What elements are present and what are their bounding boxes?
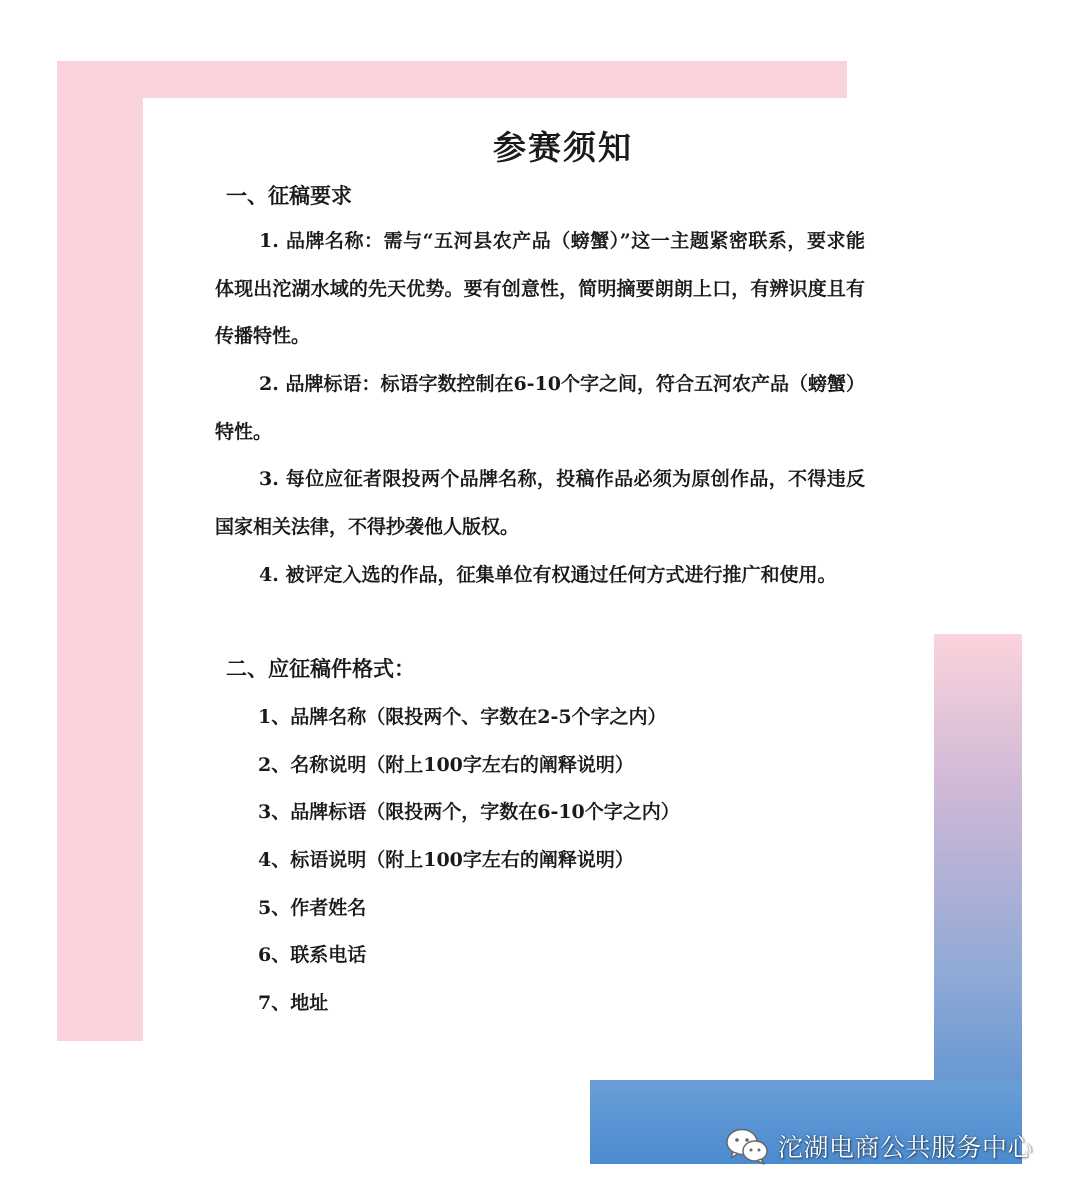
watermark-text: 沱湖电商公共服务中心 (778, 1133, 1034, 1162)
format-item-7: 7、地址 (258, 992, 329, 1014)
format-item-3: 3、品牌标语（限投两个，字数在6-10个字之内） (258, 801, 680, 823)
format-item-4: 4、标语说明（附上100字左右的阐释说明） (258, 849, 634, 871)
requirement-paragraph-4: 4. 被评定入选的作品，征集单位有权通过任何方式进行推广和使用。 (259, 564, 837, 586)
section-heading-requirements: 一、征稿要求 (226, 183, 352, 208)
requirement-paragraph-3: 3. 每位应征者限投两个品牌名称，投稿作品必须为原创作品，不得违反国家相关法律，不得抄袭他人版权。 (215, 468, 865, 538)
format-item-2: 2、名称说明（附上100字左右的阐释说明） (258, 754, 634, 776)
watermark (724, 1124, 1033, 1168)
requirement-paragraph-2: 2. 品牌标语：标语字数控制在6-10个字之间，符合五河农产品（螃蟹）特性。 (215, 373, 865, 443)
format-item-1: 1、品牌名称（限投两个、字数在2-5个字之内） (258, 706, 667, 728)
format-item-5: 5、作者姓名 (258, 897, 367, 919)
wechat-icon (724, 1126, 770, 1166)
page-title: 参赛须知 (493, 128, 633, 167)
requirement-paragraph-1: 1. 品牌名称：需与“五河县农产品（螃蟹）”这一主题紧密联系，要求能体现出沱湖水域的先天优势。要有创意性，简明摘要朗朗上口，有辨识度且有传播特性。 (215, 230, 865, 347)
section-heading-format: 二、应征稿件格式： (226, 656, 415, 681)
format-item-6: 6、联系电话 (258, 944, 367, 966)
